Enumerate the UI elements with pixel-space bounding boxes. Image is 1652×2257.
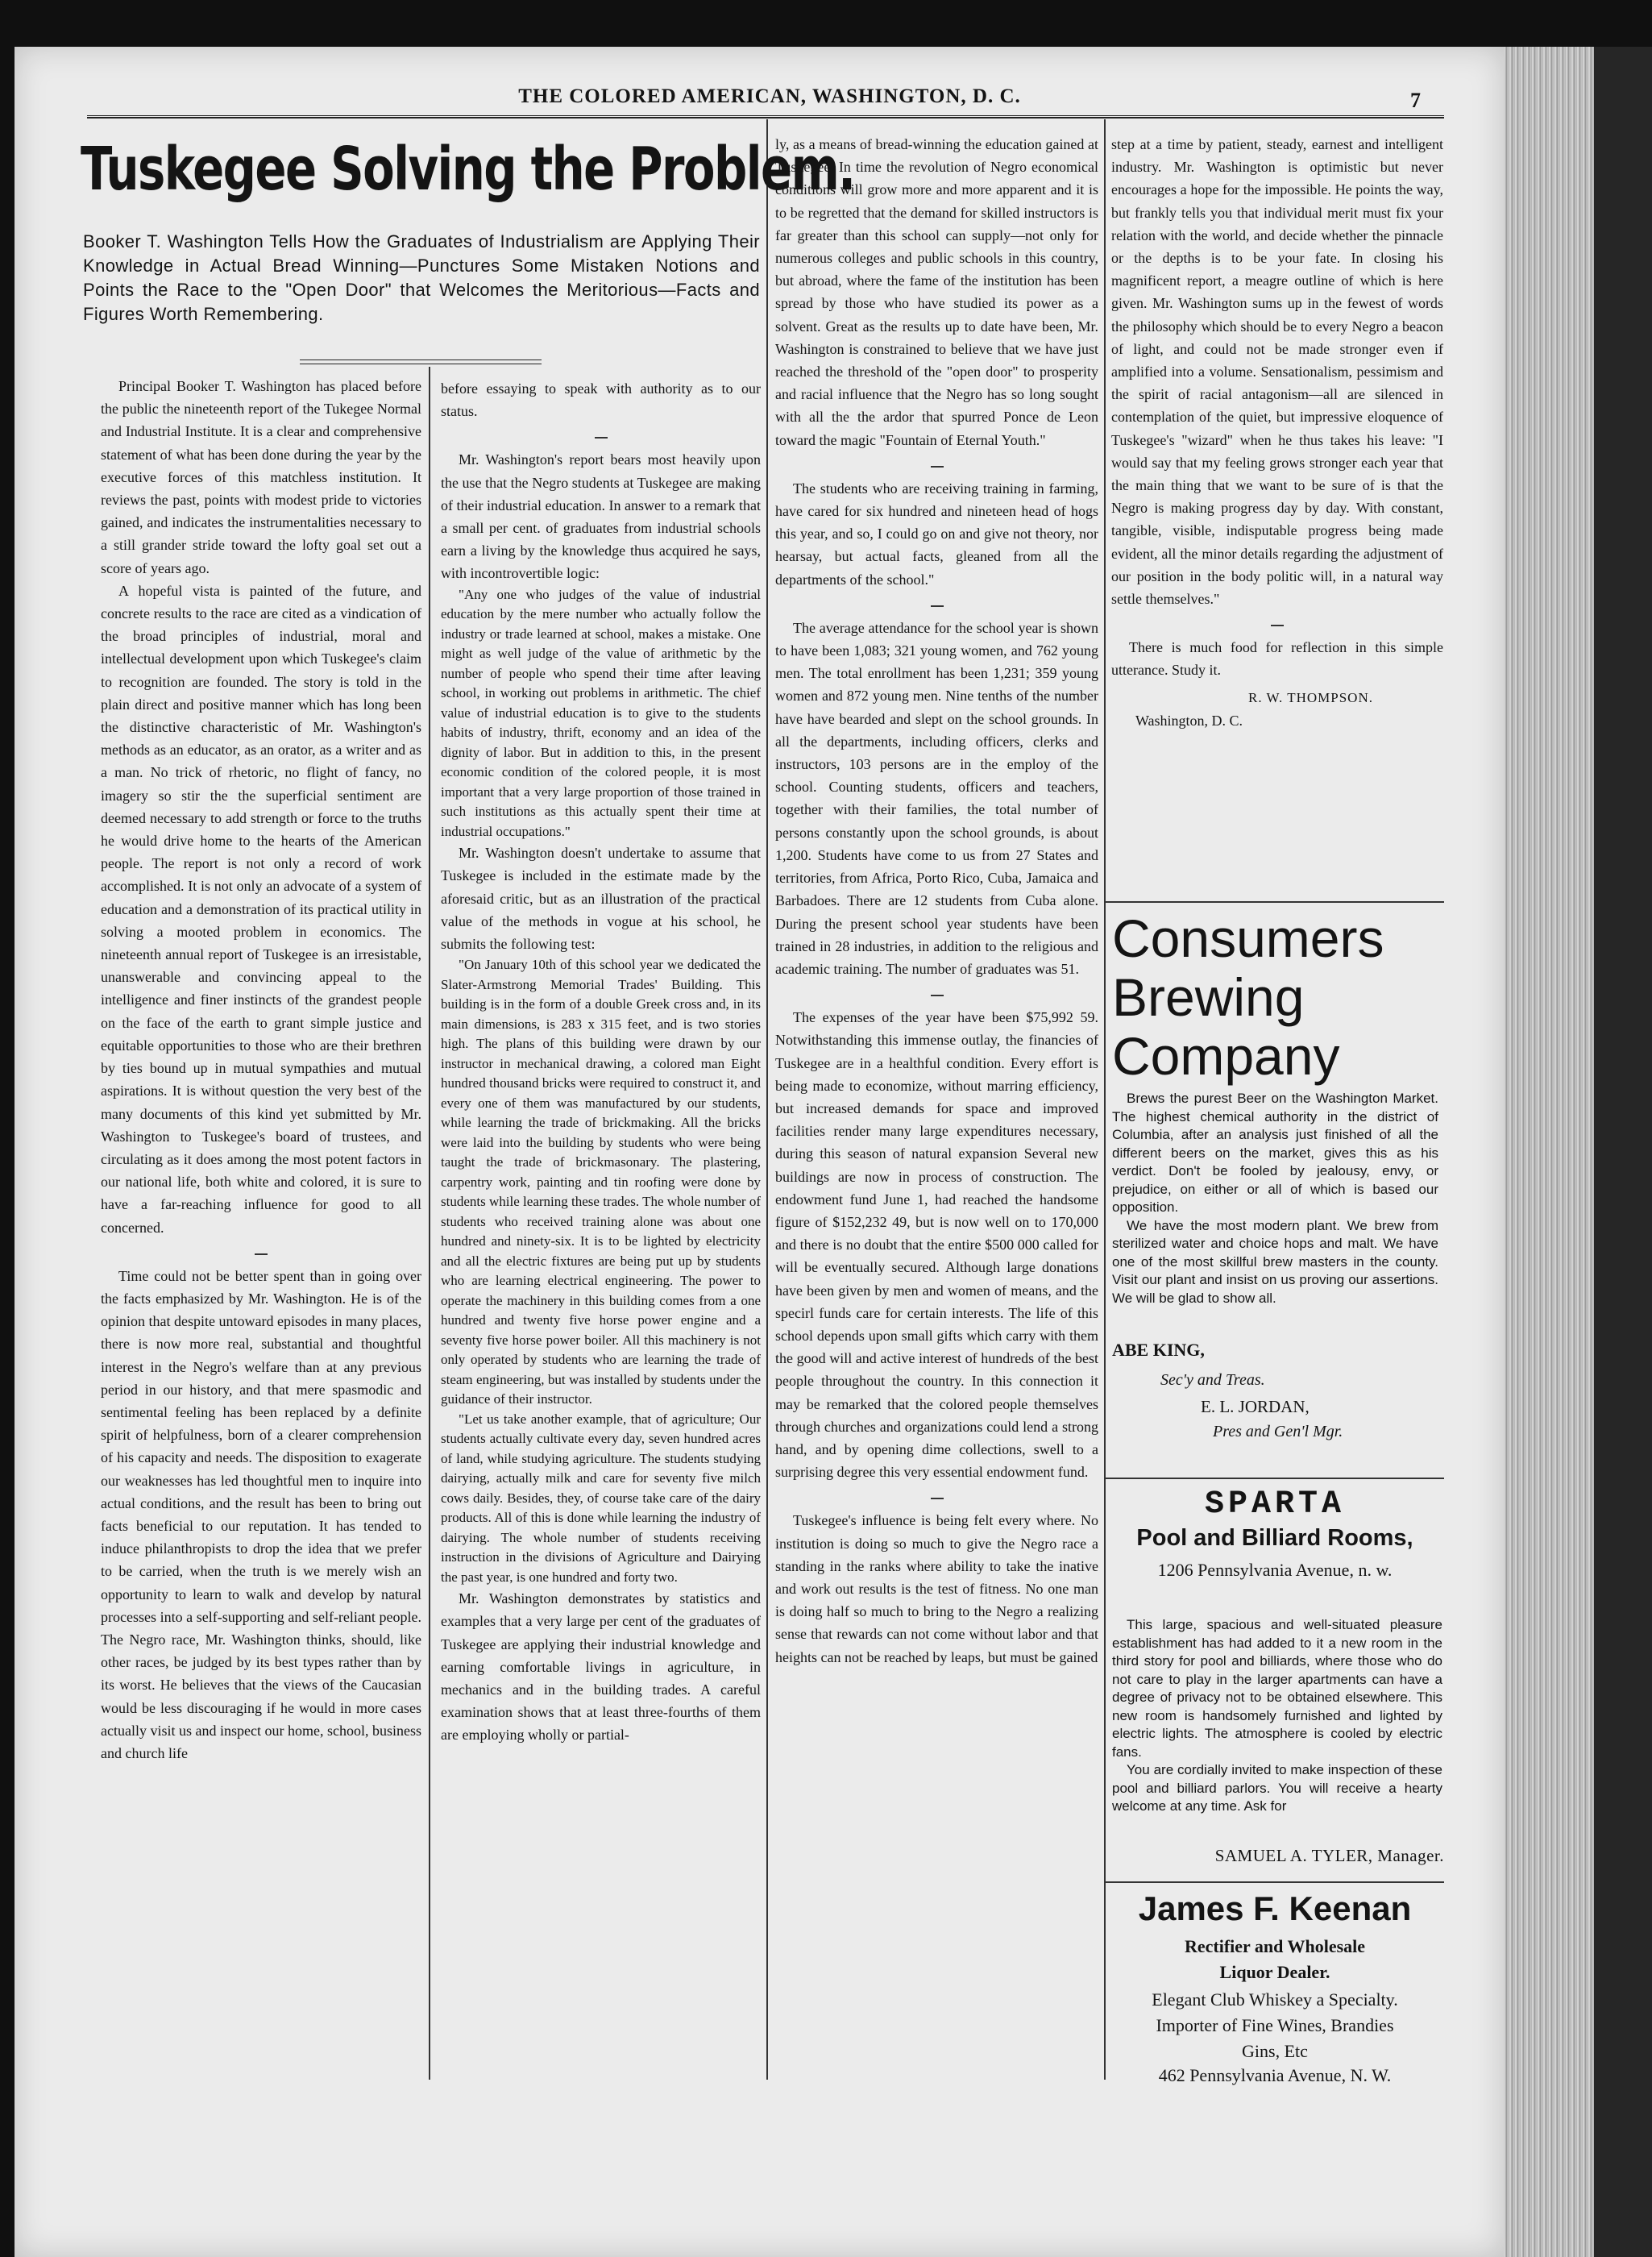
keenan-ad-line: Importer of Fine Wines, Brandies [1156, 2015, 1394, 2035]
paragraph: Tuskegee's influence is being felt every where. No institution is doing so much to give the Negro race a standing in the ranks where ability to take the inative and work out results is the test of fitness. No one man is doing half so much to bring to the Negro a realizing sense that rewards can not come without labor and that heights can not be reached by leaps, but must be gained [775, 1512, 1098, 1665]
ad-signer-title: Sec'y and Treas. [1160, 1371, 1265, 1389]
ad-paragraph: We have the most modern plant. We brew from sterilized water and choice hops and malt. We have one of the most skillful brew masters in the county. Visit our plant and insist on us proving our assertions. We will be glad to show all. [1112, 1217, 1438, 1306]
keenan-ad-line: Elegant Club Whiskey a Specialty. [1152, 1989, 1398, 2010]
keenan-ad-title: James F. Keenan [1138, 1889, 1412, 1927]
section-dash [1111, 618, 1443, 626]
section-dash [775, 1491, 1098, 1499]
keenan-ad-address: 462 Pennsylvania Avenue, N. W. [1158, 2065, 1392, 2085]
paragraph: ly, as a means of bread-winning the education gained at Tuskegee. In time the revolution of Negro economical conditions will grow more and more apparent and it is to be regretted that the demand for skilled instructors is far greater than this school can supply—not only for numerous colleges and public schools in this country, but abroad, where the fame of the institution has been spread by those who have studied its power as a solvent. Great as the results up to date have been, Mr. Washington is constrained to believe that we have just reached the threshold of the "open door" to prosperity and racial influence that the Negro has so long sought with all the the ardor that spurred Ponce de Leon toward the magic "Fountain of Eternal Youth." [775, 136, 1098, 448]
ad-signer-title: Pres and Gen'l Mgr. [1213, 1423, 1343, 1440]
section-dash [441, 430, 761, 439]
section-dash [101, 1247, 421, 1255]
paragraph: The average attendance for the school year is shown to have been 1,083; 321 young women, and 762 young men. The total enrollment has been 1,231; 359 young women and 872 young men. Nine tenths of the number have have bearded and slept on the school grounds. In all the departments, including officers, clerks and instructors, 103 persons are in the employ of the school. Counting students, officers and teachers, together with their families, the total number of persons constantly upon the school grounds, is about 1,200. Students have come to us from 27 States and territories, from Africa, Porto Rico, Cuba, Jamaica and Barbadoes. There are 12 students from Cuba alone. During the present school year students have been trained in 28 industries, in addition to the religious and academic training. The number of graduates was 51. [775, 619, 1098, 977]
dateline: Washington, D. C. [1135, 712, 1243, 729]
paragraph: Principal Booker T. Washington has placed before the public the nineteenth report of the Tukegee Normal and Industrial Institute. It is a clear and comprehensive statement of what has been done during the year by the executive forces of this matchless institution. It reviews the past, points with modest pride to victories gained, and indicates the instrumentalities necessary to a still grander stride toward the lofty goal set out a score of years ago. [101, 378, 421, 576]
page-number: 7 [1410, 89, 1421, 112]
paragraph: A hopeful vista is painted of the future, and concrete results to the race are cited as a vindication of the broad principles of industrial, moral and intellectual development upon which Tuskegee's claim to recognition are founded. The story is told in the plain direct and positive manner which has long been the distinctive characteristic of Mr. Washington's methods as an educator, as an orator, as a writer and as a man. No trick of rhetoric, no flight of fancy, no imagery so stir the the superficial sentiment are deemed necessary to add strength or force to the truths he would drive home to the hearts of the American people. The report is not only a record of work accomplished. It is not only an advocate of a system of education and a demonstration of its practical utility in solving a mooted problem in economics. The nineteenth annual report of Tuskegee is an irresistable, unanswerable and convincing appeal to the intelligence and finer instincts of the grandest people on the face of the earth to grant simple justice and equitable opportunities to those who are their brethren by ties bound up in mutual sympathies and mutual aspirations. It is without question the very best of the many documents of this kind yet submitted by Mr. Washington to Tuskegee's board of trustees, and circulating as it does among the most potent factors in our national life, both white and colored, it is sure to have a far-reaching influence for good to all concerned. [101, 582, 421, 1236]
sparta-ad-manager: SAMUEL A. TYLER, Manager. [1214, 1846, 1444, 1865]
paragraph: The expenses of the year have been $75,992 59. Notwithstanding this immense outlay, the financies of Tuskegee are in a healthful condition. Every effort is being made to economize, without marring efficiency, but increased demands for space and improved facilities render many large expenditures necessary, during this season of natural expansion Several new buildings are now in process of construction. The endowment fund June 1, had reached the handsome figure of $152,232 49, but is now well on to 170,000 and there is no doubt that the entire $500 000 called for will be eventually secured. Although large donations have been given by men and women of means, and the specirl funds care for certain interests. The life of this school depends upon small gifts which carry with them the good will and active interest of hundreds of the best people throughout the country. In this connection it may be remarked that the colored people themselves through churches and organizations could lend a strong hand, and by opening dime collections, swell to a surprising degree this very essential endowment fund. [775, 1009, 1098, 1481]
sparta-ad-address: 1206 Pennsylvania Avenue, n. w. [1157, 1560, 1393, 1580]
ad-signer-name: E. L. JORDAN, [1201, 1397, 1310, 1416]
ad-title-line: Consumers [1112, 908, 1384, 968]
sparta-ad-body [1112, 1616, 1442, 1816]
paragraph: Mr. Washington doesn't undertake to assume that Tuskegee is included in the estimate made by the aforesaid critic, but as an illustration of the practical value of the methods in vogue at his school, he submits the following test: [441, 845, 761, 952]
paragraph: step at a time by patient, steady, earnest and intelligent industry. Mr. Washington is optimistic but never encourages a hope for the impossible. He points the way, but frankly tells you that individual merit must fix your relation with the world, and decide whether the pinnacle or the depths is to be your fate. In closing his magnificent report, a meagre outline of which is here given. Mr. Washington sums up in the fewest of words the philosophy which should be to every Negro a beacon of light, and could not be made stronger even if amplified into a volume. Sensationalism, pessimism and the spirit of racial antagonism—all are silenced in contemplation of the quiet, but impressive eloquence of Tuskegee's "wizard" when he thus takes his leave: "I would say that my feeling grows stronger each year that the main thing that we want to be sure of is that the Negro is making progress day by day. With constant, tangible, visible, indisputable progress being made evident, all the minor details regarding the adjustment of our position in the body politic will, in a natural way settle themselves." [1111, 136, 1443, 608]
ad-title-line: Company [1112, 1026, 1340, 1086]
ad-separator [1106, 1881, 1444, 1883]
masthead-rule [87, 115, 1444, 118]
sparta-ad-subtitle: Pool and Billiard Rooms, [1136, 1525, 1413, 1551]
subhead-rule [300, 360, 542, 364]
keenan-ad-line: Rectifier and Wholesale [1184, 1936, 1366, 1956]
keenan-ad-line: Liquor Dealer. [1219, 1962, 1330, 1982]
quote-paragraph: "Any one who judges of the value of industrial education by the mere number who actually follow the industry or trade learned at school, makes a mistake. One might as well judge of the value of arithmetic by the number of people who spend their time after leaving school, in working out problems in arithmetic. The chief value of industrial education is to give to the students habits of industry, thrift, economy and an idea of the dignity of labor. But in addition to this, in the present economic condition of the colored people, it is most important that a very large proportion of those trained in such institutions as this actually spent their time at industrial occupations." [441, 586, 761, 839]
paragraph: Mr. Washington's report bears most heavily upon the use that the Negro students at Tuskegee are making of their industrial education. In answer to a remark that a small per cent. of graduates from industrial schools earn a living by the knowledge thus acquired he says, with incontrovertible logic: [441, 451, 761, 582]
ad-signer-name: ABE KING, [1112, 1340, 1205, 1360]
book-binding [1594, 47, 1652, 2257]
consumers-brewing-ad-body [1112, 1090, 1438, 1307]
ad-separator [1106, 1478, 1444, 1479]
quote-paragraph: "Let us take another example, that of agriculture; Our students actually cultivate every day, seven hundred acres of land, while studying agriculture. The students studying dairying, actually milk and care for seventy five milch cows daily. Besides, they, of course take care of the dairy products. All of this is done while learning the industry of dairying. The whole number of students receiving instruction in the divisions of Agriculture and Dairying the past year, is one hundred and forty two. [441, 1411, 761, 1585]
article-column-2 [441, 377, 761, 2074]
keenan-ad-line: Gins, Etc [1242, 2041, 1308, 2061]
paragraph: Time could not be better spent than in going over the facts emphasized by Mr. Washington. He is of the opinion that despite untoward episodes in many places, there is now more real, substantial and thoughtful interest in the Negro's welfare than at any previous period in our history, and that mere spasmodic and sentimental feeling has been replaced by a definite spirit of helpfulness, born of a clearer comprehension of his capacity and needs. The disposition to exagerate our weaknesses has led thoughtful men to inquire into actual conditions, and the result has been to bring out facts beneficial to our reputation. It has tended to induce philanthropists to drop the idea that we prefer to be carried, when the truth is we merely wish an opportunity to learn to walk and develop by natural processes into a self-supporting and self-reliant people. The Negro race, Mr. Washington thinks, should, like other races, be judged by its best types rather than by its worst. He believes that the views of the Caucasian would be less discouraging if he would in more cases actually visit us and inspect our home, school, business and church life [101, 1267, 421, 1761]
article-column-4 [1111, 133, 1443, 863]
sparta-ad-title: SPARTA [1204, 1486, 1346, 1523]
ad-separator [1106, 901, 1444, 903]
section-dash [775, 988, 1098, 996]
masthead: THE COLORED AMERICAN, WASHINGTON, D. C. [518, 85, 1021, 107]
paragraph: There is much food for reflection in this simple utterance. Study it. [1111, 639, 1443, 679]
column-rule-2 [766, 119, 768, 2080]
column-rule-1 [429, 367, 430, 2080]
consumers-brewing-ad-title [1112, 909, 1451, 1086]
article-column-1 [101, 375, 421, 2072]
ad-title-line: Brewing [1112, 967, 1305, 1027]
paragraph: The students who are receiving training in farming, have cared for six hundred and nineteen head of hogs this year, and so, I could go on and give not theory, nor hearsay, but actual facts, gleaned from all the departments of the school." [775, 480, 1098, 588]
ad-paragraph: Brews the purest Beer on the Washington Market. The highest chemical authority in the district of Columbia, after an analysis just finished of all the different beers on the market, gives this as his verdict. Don't be fooled by jealousy, envy, or prejudice, on either or all of which is based our opposition. [1112, 1091, 1438, 1215]
section-dash [775, 599, 1098, 607]
article-headline: Tuskegee Solving the Problem. [81, 135, 855, 204]
section-dash [775, 459, 1098, 468]
ad-paragraph: This large, spacious and well-situated pleasure establishment has had added to it a new room in the third story for pool and billiards, where those who do not care to play in the larger apartments can have a degree of privacy not to be obtained elsewhere. This new room is handsomely furnished and lighted by electric lights. The atmosphere is cooled by electric fans. [1112, 1617, 1442, 1760]
author-signature: R. W. THOMPSON. [1248, 689, 1373, 705]
article-column-3 [775, 133, 1098, 2074]
stacked-page-edges [1504, 47, 1594, 2257]
quote-paragraph: "On January 10th of this school year we dedicated the Slater-Armstrong Memorial Trades' Building. This building is in the form of a double Greek cross and, in its main dimensions, is 283 x 315 feet, and is two stories high. The plans of this building were drawn by our instructor in mechanical drawing, a colored man Eight hundred thousand bricks were required to construct it, and every one of them was manufactured by our students, while learning the trade of brickmaking. All the bricks were laid into the building by students who were being taught the trade of brickmasonary. The plastering, carpentry work, painting and tin roofing were done by students while learning these trades. The whole number of students who received training alone was about one hundred and ninety-six. It is to be lighted by electricity and all the electric fixtures are being put up by students who are learning electrical engineering. The power to operate the machinery in this building comes from a one hundred and twenty five horse power engine and a seventy five horse power boiler. All this machinery is not only operated by students who are learning the trade of steam engineering, but was installed by students under the guidance of their instructor. [441, 957, 761, 1407]
paragraph: Mr. Washington demonstrates by statistics and examples that a very large per cent of the graduates of Tuskegee are applying their industrial knowledge and earning comfortable livings in agriculture, in mechanics and in the building trades. A careful examination shows that at least three-fourths of them are employing wholly or partial- [441, 1590, 761, 1744]
ad-paragraph: You are cordially invited to make inspection of these pool and billiard parlors. You will receive a hearty welcome at any time. Ask for [1112, 1762, 1442, 1814]
article-subhead: Booker T. Washington Tells How the Graduates of Industrialism are Applying Their Knowledge in Actual Bread Winning—Punctures Some Mistaken Notions and Points the Race to the "Open Door" that Welcomes the Meritorious—Facts and Figures Worth Remembering. [83, 231, 760, 324]
column-rule-3 [1104, 119, 1106, 2080]
paragraph: before essaying to speak with authority as to our status. [441, 380, 761, 420]
